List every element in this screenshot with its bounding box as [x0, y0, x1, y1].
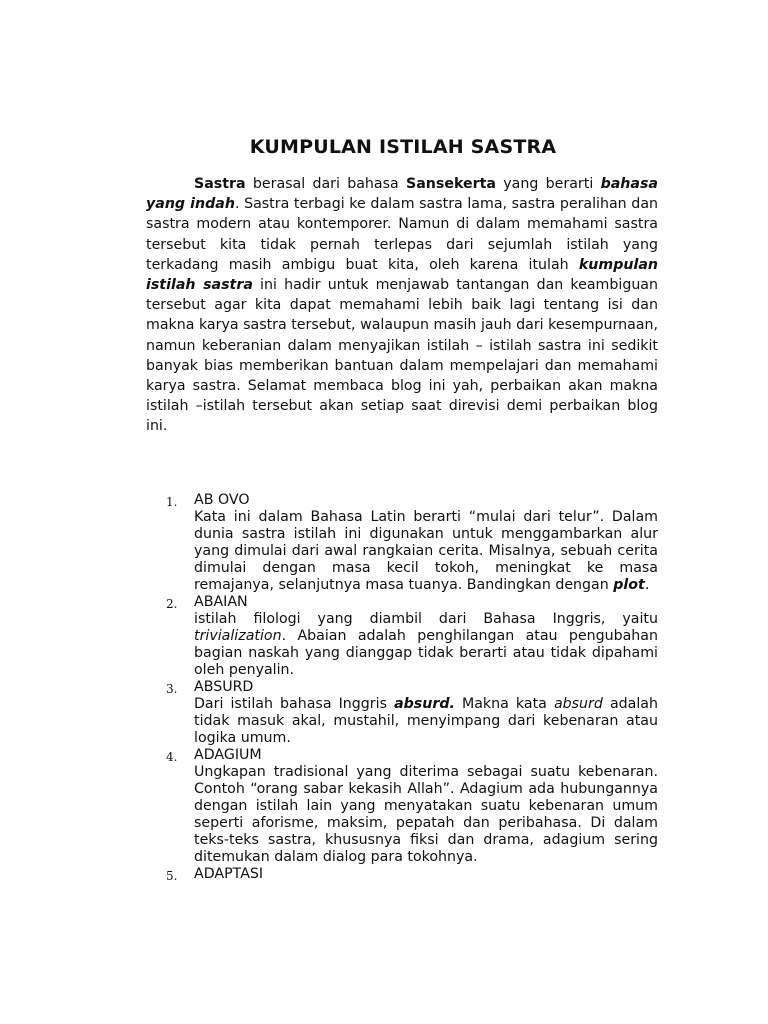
- item-number: 2.: [166, 597, 178, 611]
- list-item: [0, 594, 658, 679]
- item-number: 3.: [166, 682, 178, 696]
- definition-text: Kata ini dalam Bahasa Latin berarti “mulai dari telur”. Dalam dunia sastra istilah ini digunakan untuk menggambarkan alur yang dimulai dari awal rangkaian cerita. Misalnya, sebuah cerita dimulai dengan masa kecil tokoh, meningkat ke masa remajanya, selanjutnya masa tuanya. Bandingkan dengan: [194, 509, 658, 593]
- item-number: 1.: [166, 495, 178, 509]
- definition-text: .: [644, 577, 650, 593]
- page-title: KUMPULAN ISTILAH SASTRA: [249, 136, 557, 158]
- intro-text: ini hadir untuk menjawab tantangan dan keambiguan tersebut agar kita dapat memahami lebih baik lagi tentang isi dan makna karya sastra tersebut, walaupun masih jauh dari kesempurnaan, namun keberanian dalam menyajikan istilah – istilah sastra ini sedikit banyak bias memberikan bantuan dalam mempelajari dan memahami karya sastra. Selamat membaca blog ini yah, perbaikan akan makna istilah –istilah tersebut akan setiap saat direvisi demi perbaikan blog ini.: [146, 277, 658, 435]
- intro-paragraph: [146, 174, 658, 437]
- definition-text: adalah tidak masuk akal, mustahil, menyimpang dari kebenaran atau logika umum.: [194, 696, 658, 746]
- intro-term-sastra: Sastra: [194, 176, 246, 192]
- term-definition: [194, 611, 658, 679]
- item-number: 5.: [166, 869, 178, 883]
- list-item: [0, 679, 658, 747]
- intro-text: yang berarti: [496, 176, 601, 192]
- definition-text: Makna kata: [454, 696, 554, 712]
- intro-text: . Sastra terbagi ke dalam sastra lama, sastra peralihan dan sastra modern atau kontemporer. Namun di dalam memahami sastra tersebut kita tidak pernah terlepas dari sejumlah istilah yang terkadang masih ambigu buat kita, oleh karena itulah: [146, 196, 659, 273]
- definition-italic: absurd: [553, 696, 603, 712]
- list-item: [0, 866, 658, 883]
- term-definition: [194, 764, 658, 866]
- intro-emphasis: bahasa yang indah: [146, 176, 658, 213]
- term-definition: [194, 509, 658, 594]
- term-title: AB OVO: [194, 492, 250, 508]
- definition-text: Dari istilah bahasa Inggris: [194, 696, 395, 712]
- intro-emphasis: kumpulan istilah sastra: [146, 256, 658, 294]
- definition-emphasis: absurd.: [394, 696, 455, 712]
- term-list: [0, 492, 768, 883]
- definition-emphasis: plot: [613, 577, 645, 593]
- term-definition: [194, 696, 658, 747]
- list-item: [0, 747, 658, 866]
- intro-term-sansekerta: Sansekerta: [406, 176, 496, 192]
- item-number: 4.: [166, 750, 178, 764]
- term-title: ABSURD: [194, 679, 254, 695]
- definition-italic: trivialization: [194, 628, 282, 644]
- term-title: ADAGIUM: [194, 747, 262, 763]
- list-item: [0, 492, 658, 594]
- definition-text: Ungkapan tradisional yang diterima sebagai suatu kebenaran. Contoh “orang sabar kekasih Allah”. Adagium ada hubungannya dengan istilah lain yang menyatakan suatu kebenaran umum seperti aforisme, maksim, pepatah dan peribahasa. Di dalam teks-teks sastra, khususnya fiksi dan drama, adagium sering ditemukan dalam dialog para tokohnya.: [194, 764, 658, 865]
- definition-text: . Abaian adalah penghilangan atau pengubahan bagian naskah yang dianggap tidak berarti atau tidak dipahami oleh penyalin.: [194, 628, 658, 678]
- term-title: ADAPTASI: [194, 866, 264, 882]
- definition-text: istilah filologi yang diambil dari Bahasa Inggris, yaitu: [194, 611, 658, 627]
- intro-text: berasal dari bahasa: [245, 176, 406, 192]
- term-title: ABAIAN: [194, 594, 248, 610]
